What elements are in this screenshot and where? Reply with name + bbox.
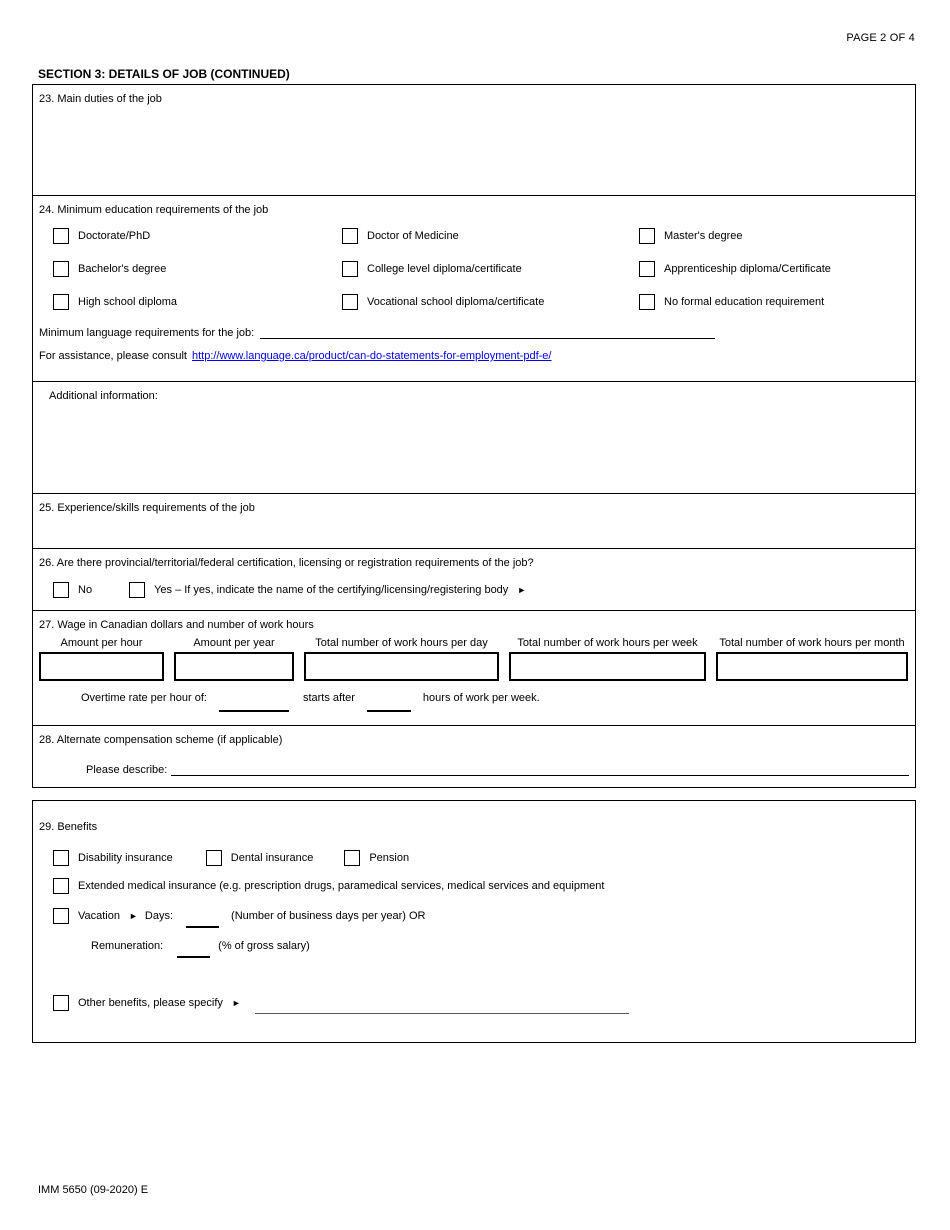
checkbox-dental-insurance[interactable] bbox=[206, 850, 314, 866]
other-benefits-label: Other benefits, please specify bbox=[78, 997, 223, 1009]
q24-section bbox=[33, 195, 915, 381]
overtime-prefix-label: Overtime rate per hour of: bbox=[81, 692, 207, 704]
q26-label: 26. Are there provincial/territorial/federal certification, licensing or registration requirements of the job? bbox=[39, 557, 534, 569]
q25-input-area[interactable] bbox=[33, 518, 915, 548]
amount-per-year-label: Amount per year bbox=[193, 637, 275, 649]
checkbox-icon[interactable] bbox=[53, 850, 69, 866]
q28-section bbox=[33, 725, 915, 787]
other-benefits-input[interactable] bbox=[255, 1002, 629, 1014]
right-arrow-icon: ► bbox=[129, 911, 138, 921]
q24-label: 24. Minimum education requirements of the job bbox=[39, 204, 269, 216]
checkbox-no[interactable] bbox=[53, 582, 92, 598]
checkbox-label: Bachelor's degree bbox=[78, 263, 167, 275]
hours-per-month-input[interactable] bbox=[716, 652, 908, 681]
amount-per-hour-input[interactable] bbox=[39, 652, 164, 681]
checkbox-icon[interactable] bbox=[53, 228, 69, 244]
remuneration-label: Remuneration: bbox=[91, 940, 164, 952]
hours-per-day-input[interactable] bbox=[304, 652, 499, 681]
checkbox-label: High school diploma bbox=[78, 296, 178, 308]
checkbox-icon[interactable] bbox=[53, 582, 69, 598]
checkbox-label: Master's degree bbox=[664, 230, 743, 242]
checkbox-icon[interactable] bbox=[639, 261, 655, 277]
hours-per-month-field bbox=[716, 637, 908, 681]
q24-options-grid bbox=[53, 228, 915, 310]
yes-label: Yes – If yes, indicate the name of the certifying/licensing/registering body bbox=[154, 584, 509, 596]
additional-info-label: Additional information: bbox=[49, 390, 158, 402]
checkbox-icon[interactable] bbox=[342, 294, 358, 310]
form-number-footer: IMM 5650 (09-2020) E bbox=[38, 1184, 149, 1196]
checkbox-vacation[interactable] bbox=[53, 908, 69, 924]
checkbox-label: Extended medical insurance (e.g. prescription drugs, paramedical services, medical services and equipment bbox=[78, 880, 605, 892]
overtime-hours-input[interactable] bbox=[367, 692, 411, 712]
q23-input-area[interactable] bbox=[33, 109, 915, 195]
checkbox-icon[interactable] bbox=[344, 850, 360, 866]
overtime-rate-input[interactable] bbox=[219, 692, 289, 712]
hours-per-day-field bbox=[304, 637, 499, 681]
language-requirements-label: Minimum language requirements for the job: bbox=[39, 327, 255, 339]
language-requirements-input[interactable] bbox=[260, 324, 715, 339]
checkbox-doctor-of-medicine[interactable] bbox=[342, 228, 639, 244]
q25-label: 25. Experience/skills requirements of the job bbox=[39, 502, 255, 514]
q26-section bbox=[33, 548, 915, 610]
checkbox-icon[interactable] bbox=[129, 582, 145, 598]
page-indicator: PAGE 2 OF 4 bbox=[846, 32, 915, 44]
checkbox-label: Pension bbox=[369, 852, 410, 864]
checkbox-other-benefits[interactable] bbox=[53, 995, 69, 1011]
additional-info-input-area[interactable] bbox=[33, 406, 915, 493]
hours-per-month-label: Total number of work hours per month bbox=[719, 637, 905, 649]
hours-per-week-label: Total number of work hours per week bbox=[517, 637, 698, 649]
checkbox-yes[interactable] bbox=[129, 582, 526, 598]
q25-section bbox=[33, 493, 915, 548]
checkbox-icon[interactable] bbox=[342, 228, 358, 244]
checkbox-icon[interactable] bbox=[53, 294, 69, 310]
checkbox-label: College level diploma/certificate bbox=[367, 263, 522, 275]
amount-per-hour-label: Amount per hour bbox=[60, 637, 143, 649]
checkbox-icon[interactable] bbox=[639, 228, 655, 244]
checkbox-icon[interactable] bbox=[206, 850, 222, 866]
checkbox-label: No formal education requirement bbox=[664, 296, 825, 308]
section-heading: SECTION 3: DETAILS OF JOB (CONTINUED) bbox=[38, 67, 290, 81]
q29-section bbox=[32, 800, 916, 1043]
right-arrow-icon: ► bbox=[231, 998, 241, 1008]
checkbox-extended-medical[interactable] bbox=[53, 878, 915, 894]
checkbox-bachelors-degree[interactable] bbox=[53, 261, 342, 277]
right-arrow-icon: ► bbox=[517, 585, 527, 595]
amount-per-hour-field bbox=[39, 637, 164, 681]
checkbox-doctorate-phd[interactable] bbox=[53, 228, 342, 244]
hours-per-day-label: Total number of work hours per day bbox=[315, 637, 488, 649]
checkbox-icon[interactable] bbox=[639, 294, 655, 310]
checkbox-college-diploma[interactable] bbox=[342, 261, 639, 277]
checkbox-icon[interactable] bbox=[53, 261, 69, 277]
assistance-text: For assistance, please consult bbox=[39, 350, 187, 362]
vacation-days-input[interactable] bbox=[186, 918, 219, 928]
q23-label: 23. Main duties of the job bbox=[39, 93, 162, 105]
overtime-suffix-label: hours of work per week. bbox=[422, 692, 540, 704]
additional-info-section bbox=[33, 381, 915, 493]
overtime-middle-label: starts after bbox=[302, 692, 355, 704]
checkbox-disability-insurance[interactable] bbox=[53, 850, 173, 866]
checkbox-pension[interactable] bbox=[344, 850, 409, 866]
checkbox-icon[interactable] bbox=[53, 878, 69, 894]
no-label: No bbox=[78, 584, 93, 596]
q28-label: 28. Alternate compensation scheme (if applicable) bbox=[39, 734, 283, 746]
checkbox-label: Doctorate/PhD bbox=[78, 230, 151, 242]
amount-per-year-input[interactable] bbox=[174, 652, 294, 681]
please-describe-label: Please describe: bbox=[86, 764, 168, 776]
form-box-main bbox=[32, 84, 916, 788]
remuneration-input[interactable] bbox=[177, 948, 210, 958]
hours-per-week-field bbox=[509, 637, 706, 681]
q23-section bbox=[33, 85, 915, 195]
remuneration-suffix-label: (% of gross salary) bbox=[218, 940, 310, 952]
checkbox-vocational-diploma[interactable] bbox=[342, 294, 639, 310]
language-assistance-link[interactable]: http://www.language.ca/product/can-do-statements-for-employment-pdf-e/ bbox=[191, 350, 552, 362]
checkbox-no-formal-education[interactable] bbox=[639, 294, 915, 310]
checkbox-label: Vocational school diploma/certificate bbox=[367, 296, 545, 308]
please-describe-input[interactable] bbox=[171, 760, 909, 776]
vacation-suffix-label: (Number of business days per year) OR bbox=[231, 910, 426, 922]
q27-section bbox=[33, 610, 915, 725]
hours-per-week-input[interactable] bbox=[509, 652, 706, 681]
checkbox-label: Doctor of Medicine bbox=[367, 230, 459, 242]
checkbox-masters-degree[interactable] bbox=[639, 228, 915, 244]
checkbox-high-school-diploma[interactable] bbox=[53, 294, 342, 310]
checkbox-label: Disability insurance bbox=[78, 852, 173, 864]
days-label: Days: bbox=[144, 910, 174, 922]
checkbox-label: Apprenticeship diploma/Certificate bbox=[664, 263, 831, 275]
q27-label: 27. Wage in Canadian dollars and number of work hours bbox=[39, 619, 314, 631]
vacation-label: Vacation bbox=[78, 910, 120, 922]
amount-per-year-field bbox=[174, 637, 294, 681]
q29-label: 29. Benefits bbox=[39, 821, 98, 833]
checkbox-apprenticeship-diploma[interactable] bbox=[639, 261, 915, 277]
checkbox-label: Dental insurance bbox=[230, 852, 314, 864]
checkbox-icon[interactable] bbox=[342, 261, 358, 277]
